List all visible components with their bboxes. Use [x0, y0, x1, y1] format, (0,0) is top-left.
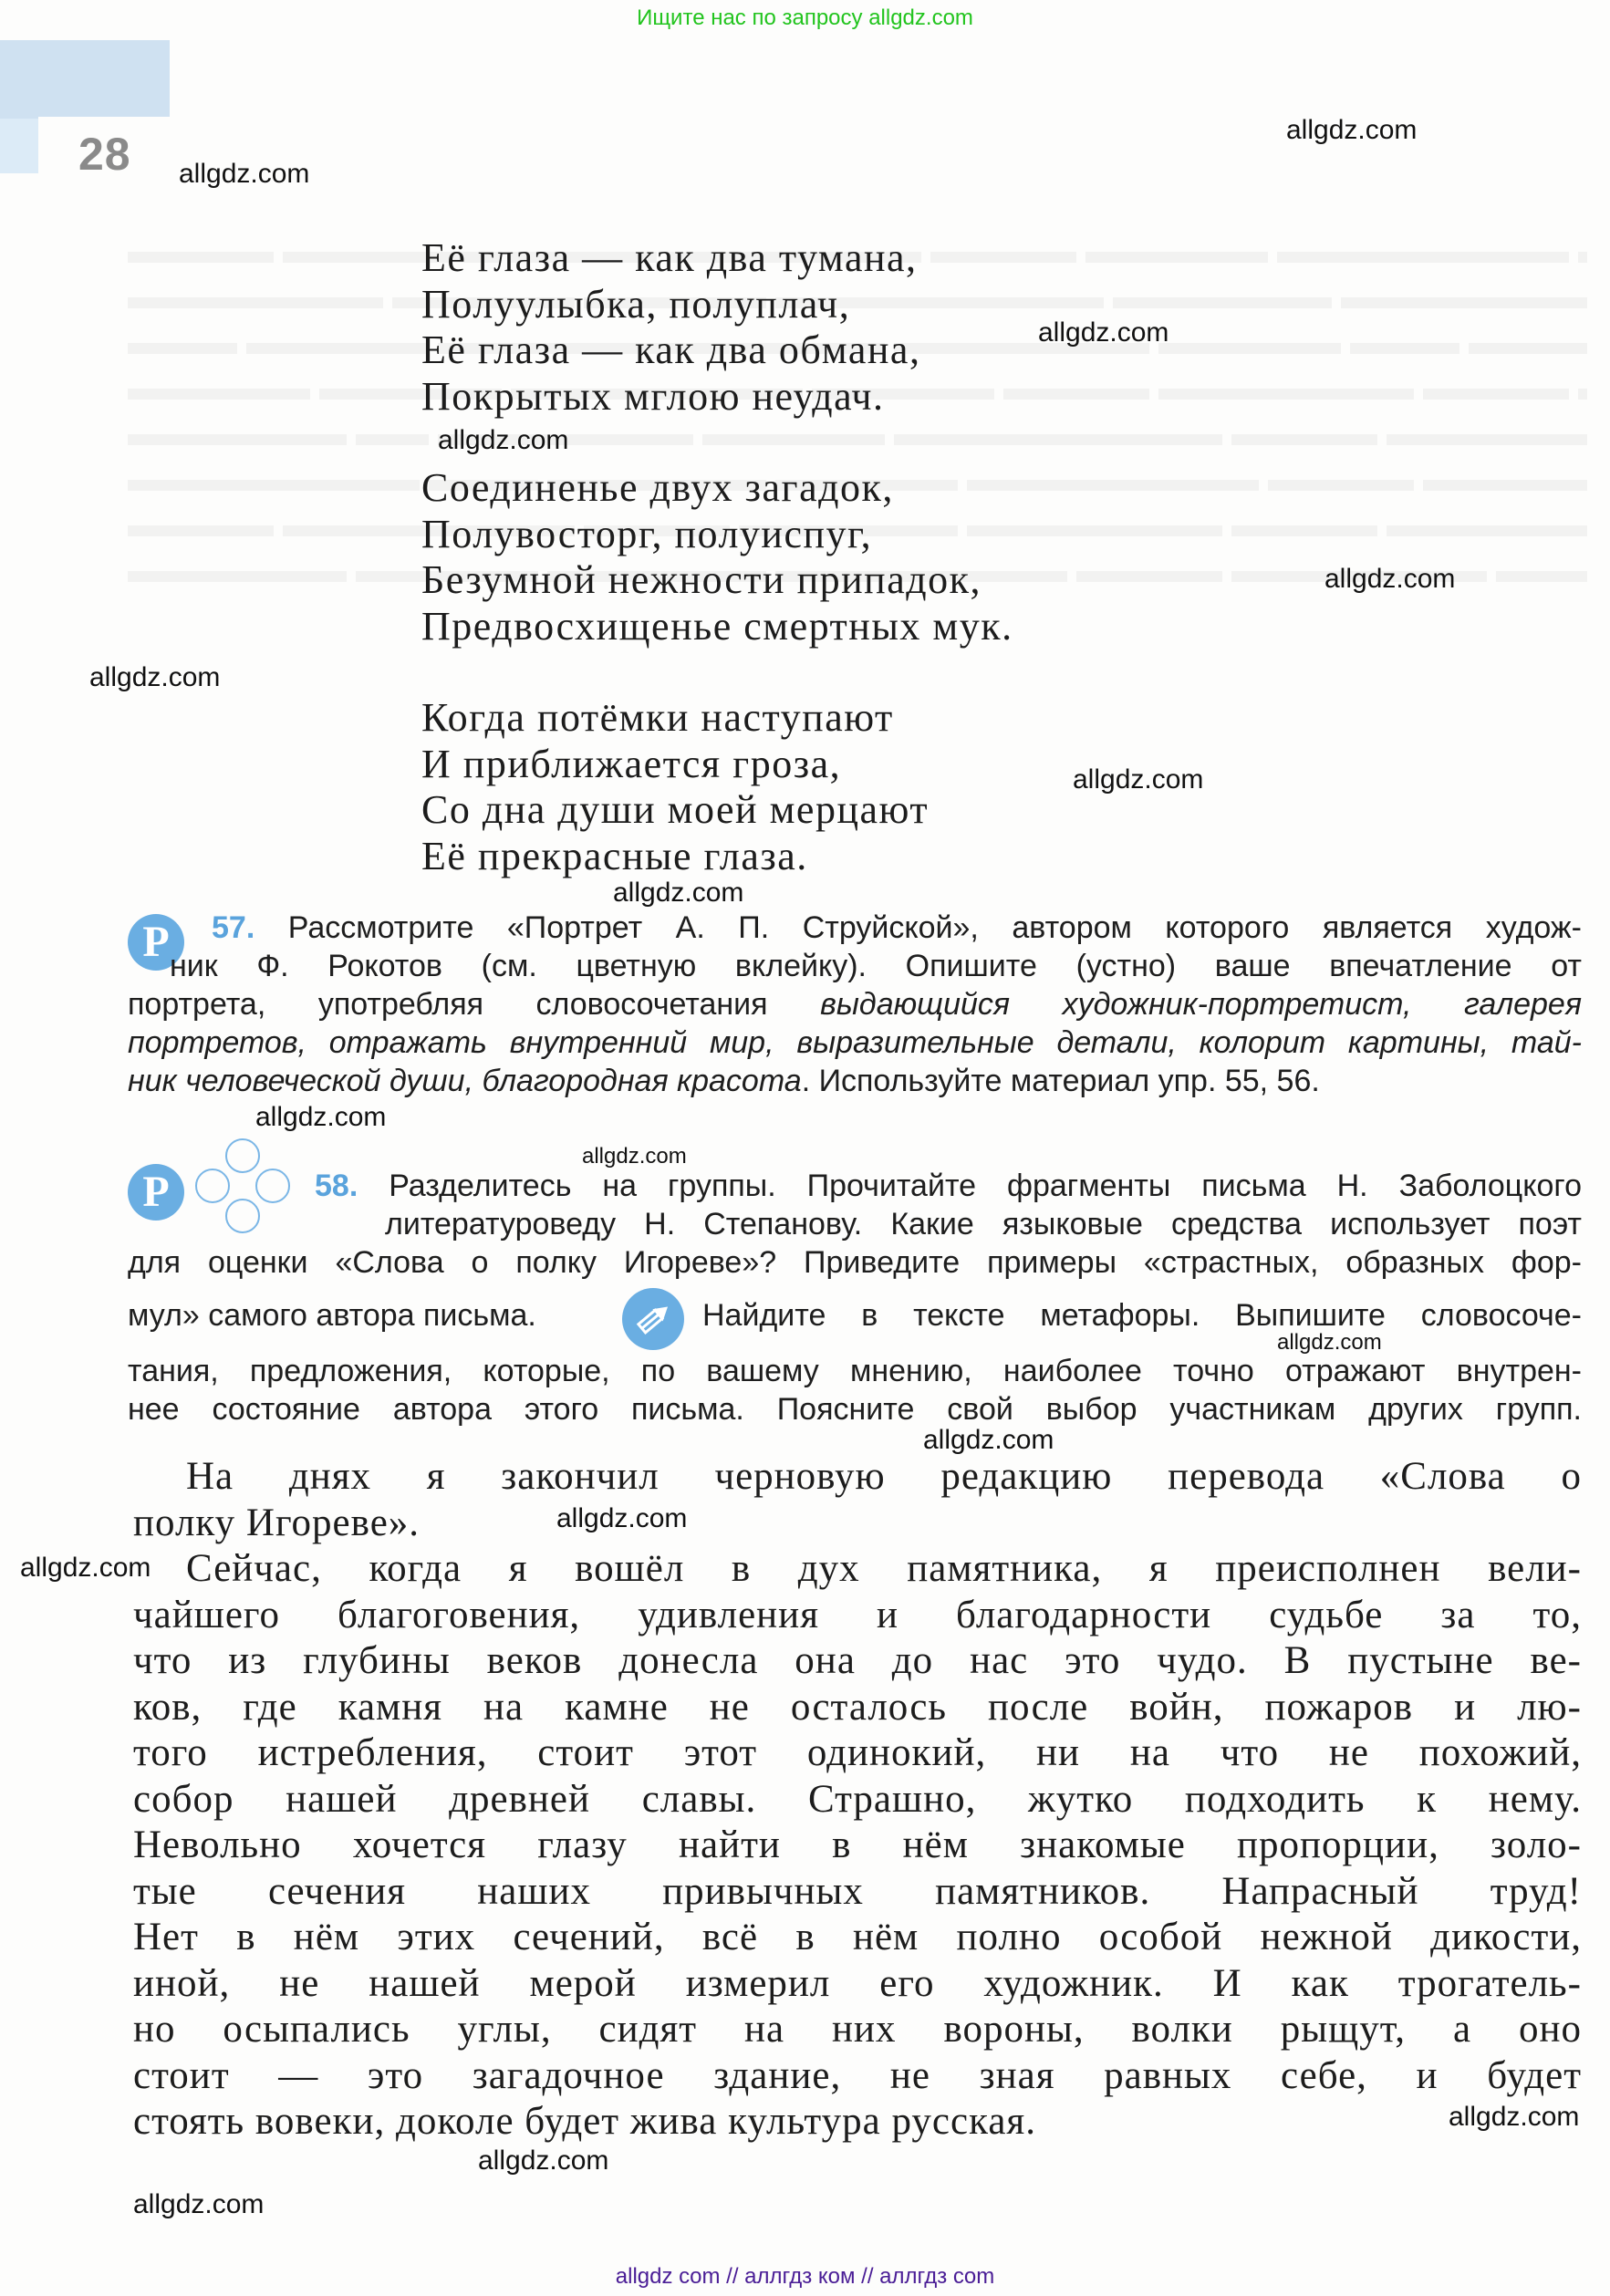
letter-line: полку Игореве». [133, 1501, 421, 1544]
exercise-text: Рассмотрите «Портрет А. П. Струйской», автором которого является худож- [287, 910, 1582, 945]
letter-line: стоит — это загадочное здание, не зная равных себе, и будет [133, 2053, 1582, 2097]
exercise-line [128, 1062, 1582, 1100]
letter-text [133, 1454, 1582, 2145]
letter-line: Невольно хочется глазу найти в нём знакомые пропорции, золо- [133, 1823, 1582, 1866]
letter-line: собор нашей древней славы. Страшно, жутко подходить к нему. [133, 1777, 1582, 1821]
watermark-text: allgdz.com [1449, 2102, 1580, 2132]
watermark-text: allgdz.com [438, 425, 569, 455]
exercise-line [170, 909, 1582, 947]
exercise-text: . Используйте материал упр. 55, 56. [801, 1064, 1320, 1098]
exercise-line: для оценки «Слова о полку Игореве»? Приведите примеры «страстных, образных фор- [128, 1245, 1582, 1280]
letter-line: иной, не нашей мерой измерил его художник. И как трогатель- [133, 1961, 1582, 2005]
watermark-text: allgdz.com [20, 1553, 151, 1583]
letter-line: тые сечения наших привычных памятников. Напрасный труд! [133, 1869, 1582, 1913]
watermark-text: allgdz.com [556, 1503, 688, 1533]
poem-stanza [421, 235, 1013, 420]
pencil-glyph [633, 1299, 673, 1339]
watermark-text: allgdz.com [179, 159, 310, 189]
exercise-text: Найдите в тексте метафоры. Выпишите словосоче- [702, 1298, 1582, 1333]
exercise-58-line4b [702, 1296, 1582, 1335]
exercise-italic-phrase: портретов, отражать внутренний мир, выразительные детали, колорит картины, тай- [128, 1025, 1582, 1060]
exercise-58-body [128, 1243, 1582, 1282]
poem-line: Покрытых мглою неудач. [421, 373, 885, 419]
letter-line: но осыпались углы, сидят на них вороны, волки рыщут, а оно [133, 2008, 1582, 2051]
poem-line: Полуулыбка, полуплач, [421, 281, 851, 327]
letter-line: Сейчас, когда я вошёл в дух памятника, я преисполнен вели- [186, 1547, 1582, 1590]
poem-line: Со дна души моей мерцают [421, 787, 930, 832]
group-work-icon [195, 1138, 286, 1230]
watermark-text: allgdz.com [582, 1144, 687, 1169]
exercise-text: портрета, употребляя словосочетания [128, 987, 821, 1022]
exercise-57 [170, 909, 1582, 985]
letter-line: ков, где камня на камне не осталось после войн, пожаров и лю- [133, 1685, 1582, 1729]
watermark-text: allgdz.com [478, 2145, 609, 2176]
top-banner: Ищите нас по запросу allgdz.com [637, 5, 973, 30]
pencil-icon [622, 1288, 684, 1350]
exercise-italic-phrase: выдающийся художник-портретист, галерея [820, 987, 1583, 1022]
watermark-text: allgdz.com [255, 1102, 387, 1132]
watermark-text: allgdz.com [89, 662, 221, 692]
poem-line: Когда потёмки наступают [421, 695, 894, 740]
exercise-number: 57. [212, 910, 255, 945]
exercise-58-tail [128, 1352, 1582, 1429]
exercise-line: тания, предложения, которые, по вашему мнению, наиболее точно отражают внутрен- [128, 1354, 1582, 1388]
exercise-italic-phrase: ник человеческой души, благородная красота [128, 1064, 802, 1098]
letter-line: Нет в нём этих сечений, всё в нём полно особой нежной дикости, [133, 1916, 1582, 1958]
poem [421, 235, 1013, 925]
watermark-text: allgdz.com [1073, 764, 1204, 795]
letter-line: что из глубины веков донесла она до нас это чудо. В пустыне ве- [133, 1639, 1582, 1682]
poem-line: Предвосхищенье смертных мук. [421, 603, 1013, 649]
exercise-line [128, 1023, 1582, 1062]
watermark-text: allgdz.com [1038, 317, 1169, 348]
exercise-line: литературоведу Н. Степанову. Какие языковые средства использует поэт [385, 1207, 1582, 1242]
poem-line: Полувосторг, полуиспуг, [421, 511, 873, 556]
letter-line: чайшего благоговения, удивления и благодарности судьбе за то, [133, 1593, 1582, 1636]
exercise-text: мул» самого автора письма. [128, 1298, 536, 1333]
poem-line: Её глаза — как два обмана, [421, 327, 921, 372]
poem-line: Её прекрасные глаза. [421, 833, 808, 878]
footer-watermark: allgdz com // аллгдз ком // аллгдз com [615, 2264, 995, 2289]
exercise-57-body [128, 985, 1583, 1100]
watermark-text: allgdz.com [133, 2189, 265, 2219]
poem-stanza [421, 695, 1013, 879]
poem-line: Безумной нежности припадок, [421, 557, 982, 602]
watermark-text: allgdz.com [1324, 564, 1456, 594]
watermark-text: allgdz.com [923, 1425, 1054, 1455]
speech-r-icon: Р [128, 914, 184, 971]
poem-line: И приближается гроза, [421, 741, 842, 786]
speech-r-icon: Р [128, 1164, 184, 1221]
poem-stanza [421, 465, 1013, 649]
watermark-text: allgdz.com [613, 878, 744, 908]
exercise-text: Разделитесь на группы. Прочитайте фрагменты письма Н. Заболоцкого [389, 1169, 1582, 1203]
exercise-line [315, 1167, 1582, 1205]
poem-line: Соединенье двух загадок, [421, 465, 894, 510]
page-number: 28 [78, 129, 131, 180]
watermark-text: allgdz.com [1286, 115, 1418, 145]
exercise-58-head [315, 1167, 1582, 1243]
poem-line: Её глаза — как два тумана, [421, 235, 918, 280]
letter-line: стоять вовеки, доколе будет жива культура русская. [133, 2100, 1036, 2143]
exercise-line: нее состояние автора этого письма. Поясните свой выбор участникам других групп. [128, 1392, 1582, 1427]
exercise-number: 58. [315, 1169, 358, 1203]
exercise-line: ник Ф. Рокотов (см. цветную вклейку). Опишите (устно) ваше впечатление от [170, 949, 1582, 983]
letter-line: того истребления, стоит этот одинокий, ни на что не похожий, [133, 1731, 1582, 1774]
watermark-text: allgdz.com [1277, 1330, 1382, 1355]
exercise-line [128, 985, 1582, 1023]
letter-line: На днях я закончил черновую редакцию перевода «Слова о [186, 1455, 1582, 1498]
